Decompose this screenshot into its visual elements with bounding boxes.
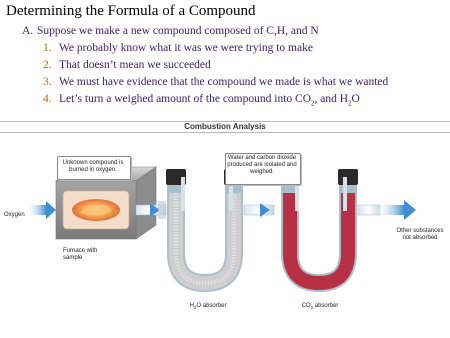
subpoint-text-pre: Let’s turn a weighed amount of the compound into CO <box>59 93 311 105</box>
water-co2-label: Water and carbon dioxide produced are isolated and weighed. <box>227 155 297 175</box>
h2o-absorber-tube <box>166 169 244 283</box>
co2-absorber-text: CO <box>301 303 311 309</box>
subscript: 2 <box>348 99 352 108</box>
subpoint-marker: 3. <box>43 76 52 88</box>
stopper-icon <box>338 169 358 185</box>
furnace-label: Furnace with sample <box>63 248 98 261</box>
co2-absorber-text: absorber <box>313 303 339 309</box>
point-a-text: Suppose we make a new compound composed of C,H, and N <box>37 25 319 37</box>
subpoint-marker: 2. <box>43 59 52 71</box>
subpoint-text: We must have evidence that the compound we made is what we wanted <box>59 76 389 88</box>
subscript: 2 <box>311 99 315 108</box>
subscript: 2 <box>193 305 197 311</box>
co2-absorber-label <box>297 303 343 311</box>
subpoint-2 <box>43 59 211 71</box>
figure-title: Combustion Analysis <box>184 122 266 131</box>
oxygen-label: Oxygen <box>4 212 25 218</box>
subpoint-text: We probably know what it was we were trying to make <box>59 42 313 54</box>
subpoint-1 <box>43 42 313 54</box>
outline-point-a <box>22 25 319 37</box>
subpoint-text: That doesn’t mean we succeeded <box>59 59 211 71</box>
subscript: 2 <box>310 305 314 311</box>
subpoint-4 <box>43 93 360 107</box>
h2o-absorber-text: O absorber <box>196 303 227 309</box>
slide-title: Determining the Formula of a Compound <box>6 3 256 19</box>
co2-absorber-tube <box>280 169 358 283</box>
other-substances-label: Other substances not absorbed <box>396 228 444 241</box>
h2o-absorber-text: H <box>189 303 194 309</box>
subpoint-text-post: O <box>351 93 360 105</box>
point-a-marker: A. <box>22 25 34 37</box>
subpoint-text-mid: , and H <box>314 93 349 105</box>
subpoint-marker: 1. <box>43 42 52 54</box>
subpoint-3 <box>43 76 388 88</box>
outlet-arrow <box>358 200 416 220</box>
unknown-compound-label: Unknown compound is burned in oxygen. <box>62 160 124 173</box>
subpoint-marker: 4. <box>43 93 52 105</box>
h2o-absorber-label <box>185 303 231 311</box>
connector-tube-2 <box>244 203 274 217</box>
